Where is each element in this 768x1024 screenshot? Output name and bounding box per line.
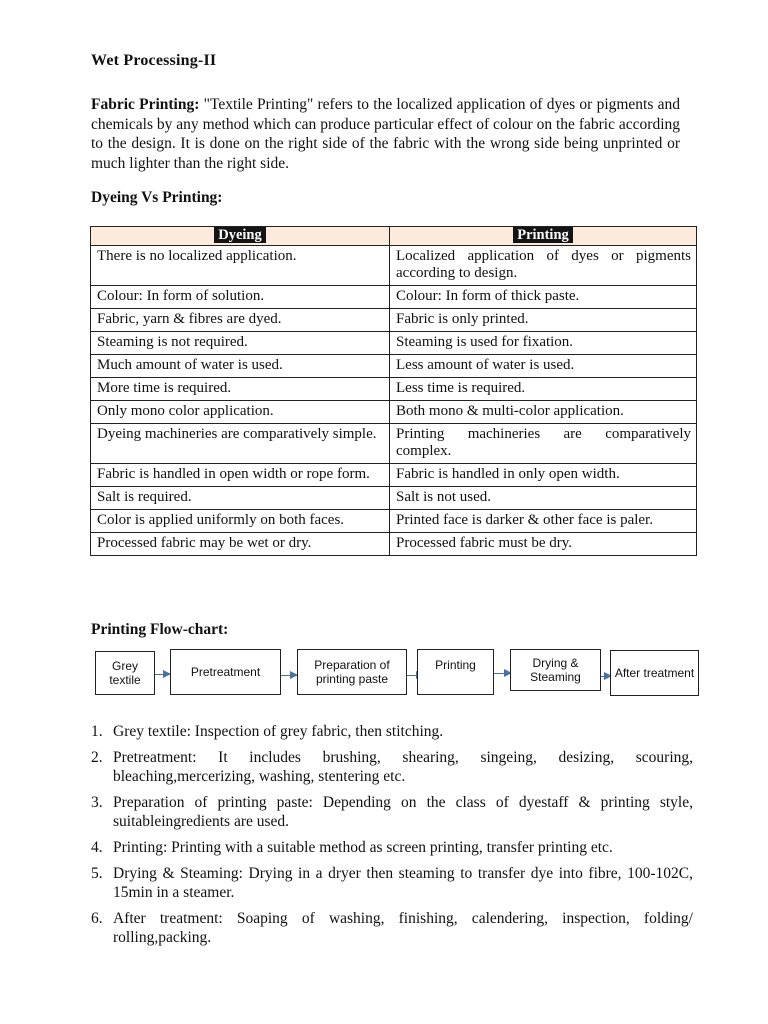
flow-arrow (281, 675, 297, 676)
flow-arrow (407, 675, 423, 676)
printing-cell: Salt is not used. (390, 487, 697, 510)
dyeing-cell: Fabric, yarn & fibres are dyed. (91, 309, 390, 332)
table-row (91, 246, 697, 286)
table-header-printing: Printing (390, 227, 697, 246)
table-row (91, 464, 697, 487)
printing-cell: Less time is required. (390, 378, 697, 401)
printing-cell: Fabric is only printed. (390, 309, 697, 332)
table-row (91, 332, 697, 355)
printing-cell: Processed fabric must be dry. (390, 533, 697, 556)
dyeing-cell: There is no localized application. (91, 246, 390, 286)
table-row (91, 424, 697, 464)
dyeing-cell: Colour: In form of solution. (91, 286, 390, 309)
printing-cell: Localized application of dyes or pigments according to design. (390, 246, 697, 286)
printing-cell: Steaming is used for fixation. (390, 332, 697, 355)
flow-arrow (155, 674, 170, 675)
dyeing-cell: Fabric is handled in open width or rope form. (91, 464, 390, 487)
flow-step-after-treatment: After treatment (610, 650, 699, 696)
table-row (91, 286, 697, 309)
comparison-heading: Dyeing Vs Printing: (91, 189, 223, 206)
list-item: 5. Drying & Steaming: Drying in a dryer then steaming to transfer dye into fibre, 100-102C, 15min in a steamer. (91, 865, 693, 901)
printing-cell: Both mono & multi-color application. (390, 401, 697, 424)
intro-term: Fabric Printing: (91, 96, 200, 113)
dyeing-cell: Salt is required. (91, 487, 390, 510)
intro-text: "Textile Printing" refers to the localized application of dyes or pigments and chemicals by any method which can produce particular effect of colour on the fabric according to the design. It is done on the right side of the fabric with the wrong side being unprinted or much lighter than the right side. (91, 96, 680, 172)
flow-step-printing: Printing (417, 649, 494, 695)
printing-cell: Printing machineries are comparatively complex. (390, 424, 697, 464)
list-item: 2. Pretreatment: It includes brushing, shearing, singeing, desizing, scouring, bleaching,mercerizing, washing, stentering etc. (91, 749, 693, 785)
table-row (91, 533, 697, 556)
table-header-dyeing: Dyeing (91, 227, 390, 246)
printing-cell: Fabric is handled in only open width. (390, 464, 697, 487)
dyeing-cell: Steaming is not required. (91, 332, 390, 355)
list-item: 6. After treatment: Soaping of washing, finishing, calendering, inspection, folding/ rolling,packing. (91, 910, 693, 946)
printing-cell: Colour: In form of thick paste. (390, 286, 697, 309)
dyeing-cell: Dyeing machineries are comparatively simple. (91, 424, 390, 464)
printing-cell: Printed face is darker & other face is paler. (390, 510, 697, 533)
dyeing-cell: More time is required. (91, 378, 390, 401)
flow-arrow (494, 673, 511, 674)
table-row (91, 309, 697, 332)
table-row (91, 487, 697, 510)
steps-list (91, 722, 693, 954)
table-header-row (91, 227, 697, 246)
list-item: 1. Grey textile: Inspection of grey fabric, then stitching. (91, 723, 444, 740)
printing-cell: Less amount of water is used. (390, 355, 697, 378)
table-row (91, 378, 697, 401)
document-title: Wet Processing-II (91, 52, 217, 69)
flowchart-heading: Printing Flow-chart: (91, 621, 229, 638)
dyeing-cell: Only mono color application. (91, 401, 390, 424)
table-row (91, 401, 697, 424)
list-item: 3. Preparation of printing paste: Depending on the class of dyestaff & printing style, suitableingredients are used. (91, 794, 693, 830)
flow-step-preparation-of-printing-paste: Preparation of printing paste (297, 649, 407, 695)
flow-step-grey-textile: Grey textile (95, 651, 155, 695)
dyeing-cell: Color is applied uniformly on both faces. (91, 510, 390, 533)
flow-step-drying-steaming: Drying & Steaming (510, 649, 601, 691)
table-row (91, 510, 697, 533)
table-row (91, 355, 697, 378)
intro-paragraph (91, 95, 680, 173)
flow-arrow (601, 676, 611, 677)
list-item: 4. Printing: Printing with a suitable method as screen printing, transfer printing etc. (91, 839, 613, 856)
flow-step-pretreatment: Pretreatment (170, 649, 281, 695)
dyeing-cell: Processed fabric may be wet or dry. (91, 533, 390, 556)
dyeing-cell: Much amount of water is used. (91, 355, 390, 378)
dyeing-vs-printing-table (90, 226, 697, 556)
